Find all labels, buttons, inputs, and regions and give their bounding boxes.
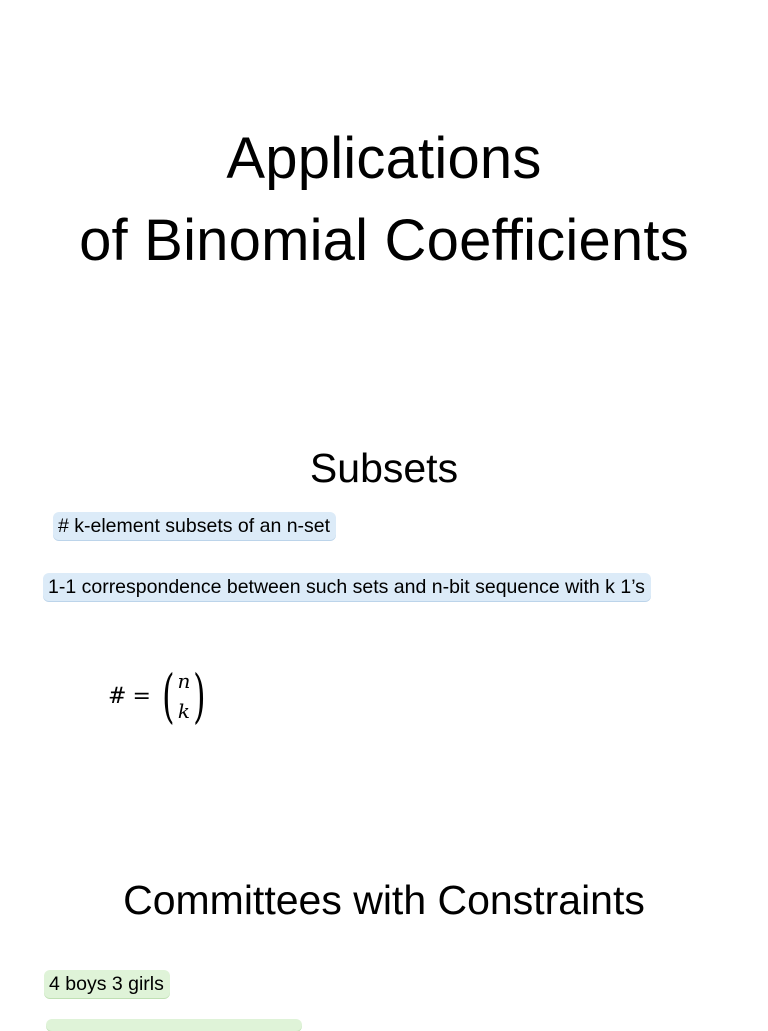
binomial-close-paren: ) (193, 662, 206, 730)
subsets-heading: Subsets (309, 445, 459, 491)
committees-note-partial[interactable] (46, 1019, 302, 1031)
formula-lhs: # (108, 683, 127, 709)
formula-equals: = (132, 683, 151, 709)
binomial-bottom: k (177, 699, 191, 723)
committees-note-boys-girls[interactable]: 4 boys 3 girls (44, 970, 170, 998)
committees-heading: Committees with Constraints (123, 877, 645, 923)
subsets-note-k-element[interactable]: # k-element subsets of an n-set (53, 512, 336, 540)
binomial-top: n (177, 669, 191, 693)
binomial-open-paren: ( (161, 662, 175, 730)
title-line-1: Applications (226, 126, 542, 191)
binomial-formula (108, 664, 211, 728)
binomial-coefficient (157, 664, 211, 728)
page-title (0, 118, 768, 282)
title-line-2: of Binomial Coefficients (79, 208, 689, 273)
binomial-stack (178, 666, 191, 726)
subsets-note-correspondence[interactable]: 1-1 correspondence between such sets and n-bit sequence with k 1’s (43, 573, 651, 601)
